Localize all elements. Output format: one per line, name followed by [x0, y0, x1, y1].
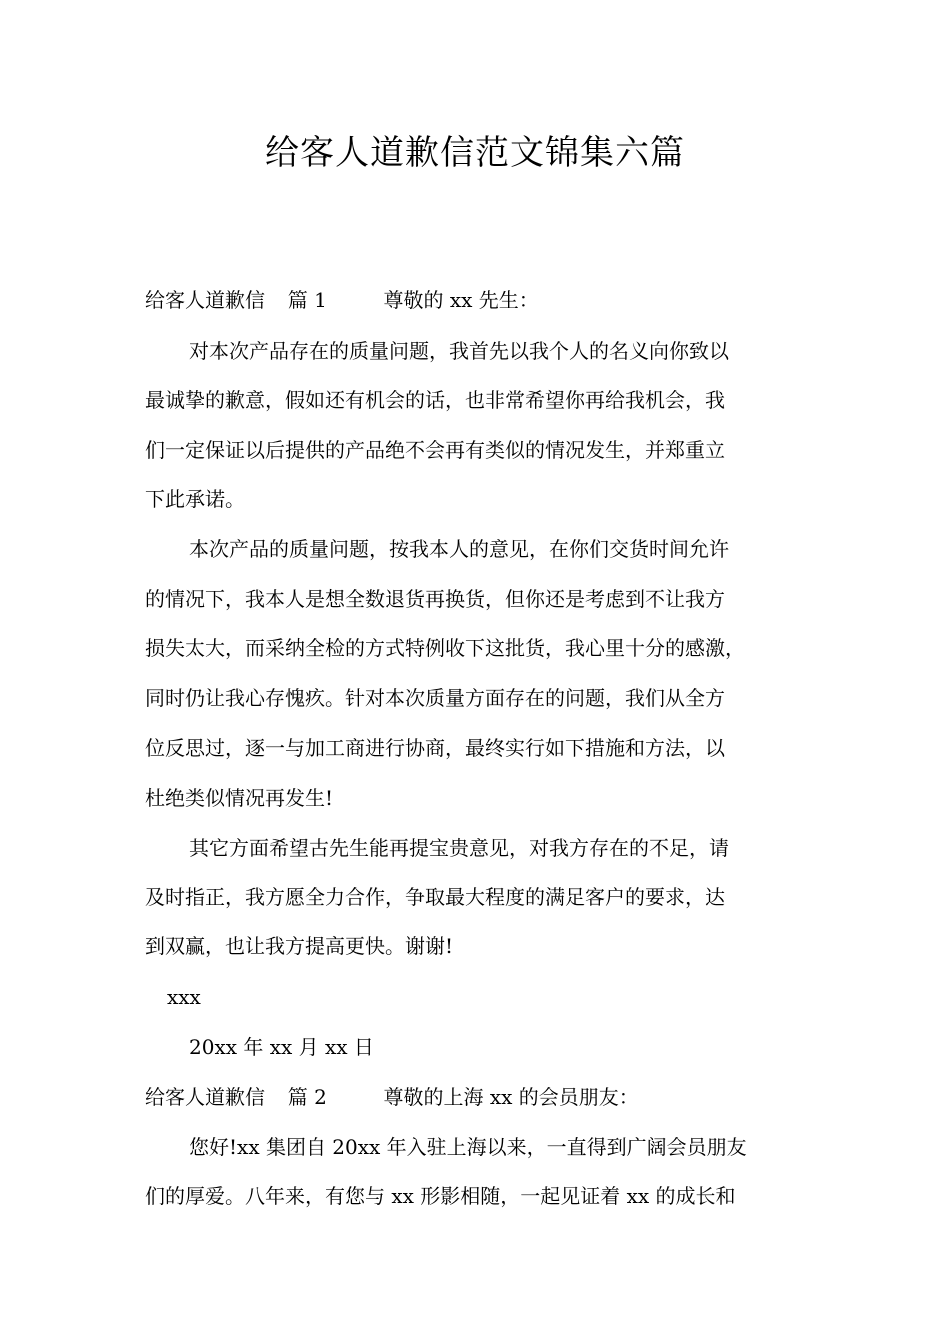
section-2-heading: 给客人道歉信	[145, 1085, 265, 1109]
section-2-salutation: 尊敬的上海 xx 的会员朋友：	[383, 1085, 639, 1109]
paragraph-line: 们一定保证以后提供的产品绝不会再有类似的情况发生，并郑重立	[145, 438, 725, 462]
paragraph-line: 其它方面希望古先生能再提宝贵意见，对我方存在的不足，请	[189, 836, 729, 860]
paragraph-line: 同时仍让我心存愧疚。针对本次质量方面存在的问题，我们从全方	[145, 686, 725, 710]
paragraph-line: 位反思过，逐一与加工商进行协商，最终实行如下措施和方法，以	[145, 736, 725, 760]
section-1-label: 篇 1	[287, 288, 327, 312]
date-line: 20xx 年 xx 月 xx 日	[189, 1035, 374, 1059]
section-1-heading: 给客人道歉信	[145, 288, 265, 312]
paragraph-line: 最诚挚的歉意，假如还有机会的话，也非常希望你再给我机会，我	[145, 388, 725, 412]
paragraph-line: 损失太大，而采纳全检的方式特例收下这批货，我心里十分的感激，	[145, 636, 745, 660]
paragraph-line: 们的厚爱。八年来，有您与 xx 形影相随，一起见证着 xx 的成长和	[145, 1184, 736, 1208]
paragraph-line: 您好!xx 集团自 20xx 年入驻上海以来，一直得到广阔会员朋友	[189, 1135, 747, 1159]
section-2-label: 篇 2	[287, 1085, 327, 1109]
paragraph-line: 对本次产品存在的质量问题，我首先以我个人的名义向你致以	[189, 339, 729, 363]
signature: xxx	[167, 985, 201, 1009]
paragraph-line: 到双赢，也让我方提高更快。谢谢!	[145, 934, 454, 958]
section-1-salutation: 尊敬的 xx 先生：	[383, 288, 539, 312]
paragraph-line: 的情况下，我本人是想全数退货再换货，但你还是考虑到不让我方	[145, 587, 725, 611]
paragraph-line: 杜绝类似情况再发生!	[145, 786, 334, 810]
paragraph-line: 本次产品的质量问题，按我本人的意见，在你们交货时间允许	[189, 537, 729, 561]
section-1-heading-line	[145, 285, 539, 315]
paragraph-line: 下此承诺。	[145, 487, 245, 511]
page-title: 给客人道歉信范文锦集六篇	[265, 133, 685, 173]
paragraph-line: 及时指正，我方愿全力合作，争取最大程度的满足客户的要求，达	[145, 885, 725, 909]
section-2-heading-line	[145, 1082, 639, 1112]
